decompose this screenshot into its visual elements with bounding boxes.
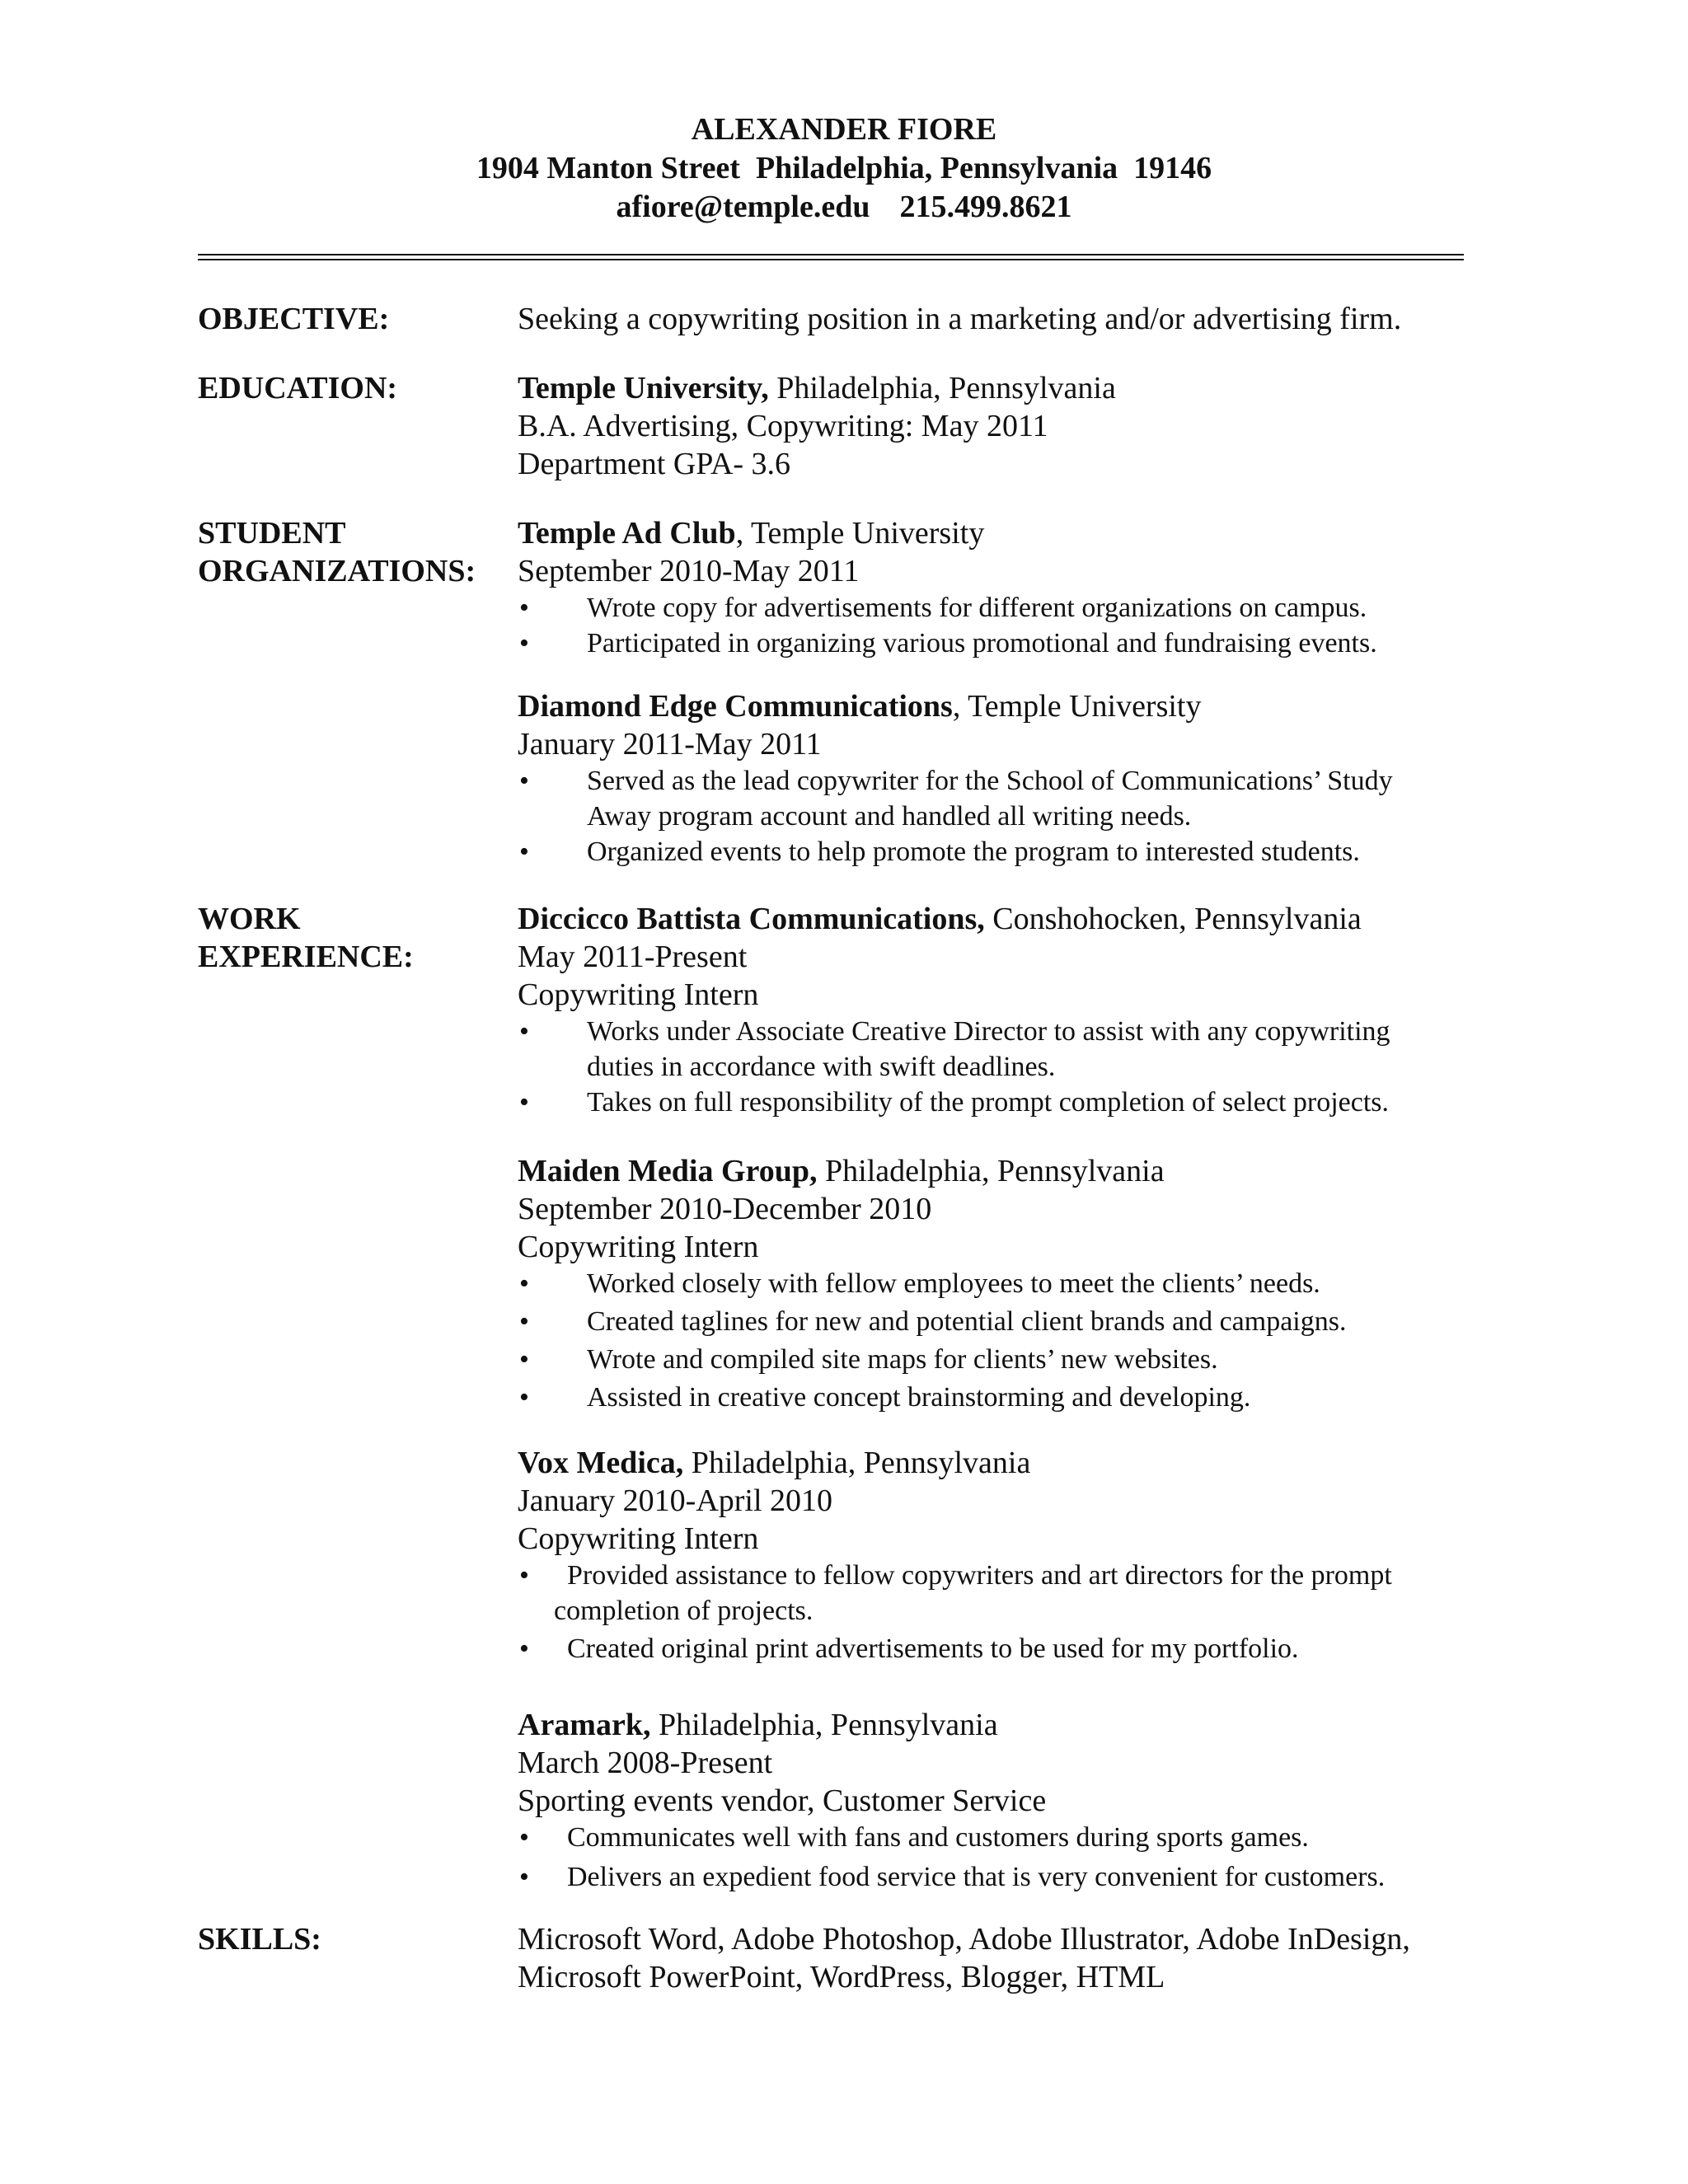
job-title-line — [518, 1152, 1474, 1190]
candidate-name: ALEXANDER FIORE — [691, 112, 997, 147]
job-dates: September 2010-December 2010 — [518, 1192, 932, 1226]
employer-location: Philadelphia, Pennsylvania — [683, 1446, 1031, 1480]
list-item: • Takes on full responsibility of the prompt completion of select projects. — [518, 1085, 1457, 1120]
employer-name: Diccicco Battista Communications, — [518, 902, 985, 936]
list-item — [518, 1558, 1474, 1629]
job-dates: May 2011-Present — [518, 940, 748, 974]
list-item: • Assisted in creative concept brainstorming and developing. — [518, 1380, 1474, 1415]
org-location: , Temple University — [952, 689, 1202, 724]
job-entry — [518, 1152, 1474, 1415]
work-label-line1: WORK — [198, 902, 301, 936]
employer-name: Maiden Media Group, — [518, 1154, 818, 1188]
list-item: • Served as the lead copywriter for the School of Communications’ Study Away program account and handled all writing needs. — [518, 763, 1457, 834]
job-dates: March 2008-Present — [518, 1746, 773, 1780]
gpa: Department GPA- 3.6 — [518, 447, 791, 481]
list-item: • Communicates well with fans and customers during sports games. — [518, 1820, 1474, 1855]
job-role: Sporting events vendor, Customer Service — [518, 1783, 1047, 1818]
job-title-line — [518, 1444, 1474, 1482]
education-school-line — [518, 369, 1474, 407]
job-bullet-list — [518, 1558, 1474, 1666]
school-name: Temple University, — [518, 371, 769, 405]
objective-label: OBJECTIVE: — [198, 302, 390, 336]
school-location: Philadelphia, Pennsylvania — [768, 371, 1116, 405]
job-role: Copywriting Intern — [518, 977, 759, 1012]
candidate-address: 1904 Manton Street Philadelphia, Pennsylvania 19146 — [476, 151, 1212, 185]
job-bullet-list — [518, 1266, 1474, 1415]
skills-label: SKILLS: — [198, 1922, 321, 1957]
org-bullet-list — [518, 763, 1457, 869]
org-location: , Temple University — [735, 516, 985, 551]
work-experience-label — [198, 900, 414, 976]
student-orgs-label-line1: STUDENT — [198, 516, 346, 551]
list-item: • Wrote copy for advertisements for different organizations on campus. — [518, 590, 1474, 626]
employer-location: Philadelphia, Pennsylvania — [817, 1154, 1165, 1188]
header-divider-top — [198, 254, 1464, 255]
org-name: Diamond Edge Communications — [518, 689, 953, 724]
job-title-line — [518, 900, 1474, 938]
job-title-line — [518, 1706, 1474, 1744]
job-bullet-list — [518, 1014, 1457, 1120]
job-entry — [518, 900, 1474, 1120]
email-address[interactable]: afiore@temple.edu — [616, 190, 870, 224]
job-role: Copywriting Intern — [518, 1230, 759, 1264]
list-item: • Delivers an expedient food service that is very convenient for customers. — [518, 1859, 1474, 1895]
list-item: • Created original print advertisements to be used for my portfolio. — [518, 1631, 1474, 1666]
bullet-text-continued: completion of projects. — [554, 1596, 814, 1626]
resume-header — [0, 110, 1688, 227]
employer-name: Vox Medica, — [518, 1446, 684, 1480]
work-label-line2: EXPERIENCE: — [198, 940, 414, 974]
list-item: • Participated in organizing various promotional and fundraising events. — [518, 626, 1474, 661]
phone-number: 215.499.8621 — [899, 190, 1072, 224]
list-item: • Organized events to help promote the program to interested students. — [518, 834, 1457, 869]
objective-text: Seeking a copywriting position in a marketing and/or advertising firm. — [518, 302, 1402, 336]
job-role: Copywriting Intern — [518, 1521, 759, 1556]
list-item: • Created taglines for new and potential client brands and campaigns. — [518, 1304, 1474, 1339]
student-org-entry — [518, 514, 1474, 661]
job-bullet-list — [518, 1820, 1474, 1895]
student-org-entry — [518, 687, 1474, 869]
skills-line-1: Microsoft Word, Adobe Photoshop, Adobe Illustrator, Adobe InDesign, — [518, 1922, 1410, 1957]
job-dates: January 2010-April 2010 — [518, 1483, 833, 1518]
employer-location: Philadelphia, Pennsylvania — [650, 1708, 998, 1742]
objective-section — [518, 300, 1474, 338]
job-entry — [518, 1444, 1474, 1666]
org-dates: January 2011-May 2011 — [518, 727, 822, 762]
org-title-line — [518, 514, 1474, 552]
skills-section — [518, 1920, 1474, 1996]
employer-location: Conshohocken, Pennsylvania — [984, 902, 1362, 936]
list-item: • Worked closely with fellow employees to meet the clients’ needs. — [518, 1266, 1474, 1301]
education-label: EDUCATION: — [198, 371, 398, 405]
education-section — [518, 369, 1474, 483]
org-name: Temple Ad Club — [518, 516, 736, 551]
student-orgs-label-line2: ORGANIZATIONS: — [198, 554, 476, 588]
employer-name: Aramark, — [518, 1708, 651, 1742]
org-dates: September 2010-May 2011 — [518, 554, 860, 588]
bullet-text: Provided assistance to fellow copywriters and art directors for the prompt — [567, 1560, 1392, 1591]
contact-line — [0, 188, 1688, 227]
list-item: • Works under Associate Creative Director to assist with any copywriting duties in accordance with swift deadlines. — [518, 1014, 1457, 1085]
degree: B.A. Advertising, Copywriting: May 2011 — [518, 409, 1048, 443]
student-orgs-label — [198, 514, 476, 590]
list-item: • Wrote and compiled site maps for clients’ new websites. — [518, 1342, 1474, 1377]
header-divider-bottom — [198, 259, 1464, 260]
skills-line-2: Microsoft PowerPoint, WordPress, Blogger, HTML — [518, 1960, 1165, 1994]
org-title-line — [518, 687, 1474, 725]
org-bullet-list — [518, 590, 1474, 661]
job-entry — [518, 1706, 1474, 1895]
